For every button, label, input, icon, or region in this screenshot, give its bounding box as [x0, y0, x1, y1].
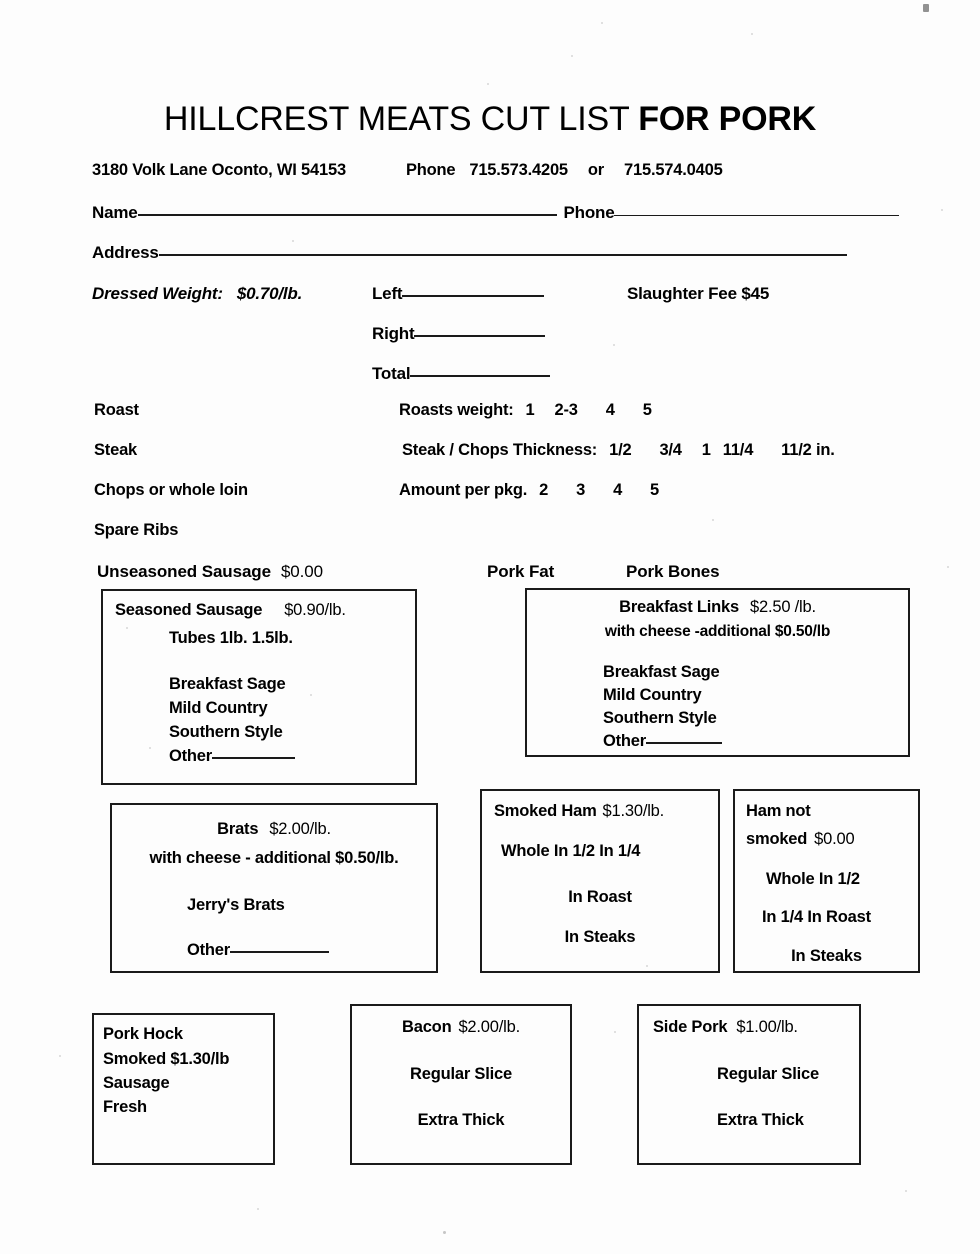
steak-option-3[interactable]: 1 — [701, 441, 711, 459]
business-phone-2: 715.574.0405 — [624, 161, 723, 179]
chops-option-4[interactable]: 5 — [650, 481, 660, 499]
brats-cheese-note: with cheese - additional $0.50/lb. — [149, 849, 399, 867]
page-title-light: HILLCREST MEATS CUT LIST — [163, 100, 639, 138]
side-pork-title: Side Pork — [653, 1018, 728, 1036]
scan-speckle — [257, 1208, 259, 1210]
side-pork-price: $1.00/lb. — [736, 1018, 798, 1036]
brats-jerrys-option[interactable]: Jerry's Brats — [187, 896, 285, 914]
smoked-ham-in-roast[interactable]: In Roast — [568, 888, 632, 906]
smoked-ham-title-row — [494, 803, 664, 820]
steak-option-4[interactable]: 11/4 — [722, 441, 754, 459]
slaughter-fee: Slaughter Fee $45 — [627, 284, 770, 303]
scan-speckle — [947, 566, 949, 568]
seasoned-sausage-tubes[interactable]: Tubes 1lb. 1.5lb. — [169, 629, 293, 647]
customer-phone-label: Phone — [563, 203, 615, 222]
side-pork-regular-slice[interactable]: Regular Slice — [717, 1065, 819, 1083]
pork-hock-title: Pork Hock — [103, 1025, 183, 1043]
seasoned-sausage-other-row — [169, 748, 295, 765]
roast-option-4[interactable]: 5 — [642, 401, 652, 419]
seasoned-sausage-option-southern[interactable]: Southern Style — [169, 723, 283, 741]
smoked-ham-portion-row[interactable]: Whole In 1/2 In 1/4 — [501, 842, 641, 860]
business-contact-line — [92, 161, 723, 180]
left-weight-row — [372, 284, 544, 304]
dressed-weight-label-group — [92, 284, 302, 304]
ham-not-smoked-title-line1: Ham not — [746, 802, 811, 820]
seasoned-sausage-option-sage[interactable]: Breakfast Sage — [169, 675, 286, 693]
scan-speckle — [905, 1190, 907, 1192]
bacon-title-row — [352, 1019, 570, 1036]
ham-not-smoked-price: $0.00 — [814, 830, 855, 848]
roast-option-3[interactable]: 4 — [605, 401, 615, 419]
scan-speckle — [751, 33, 753, 35]
address-label: Address — [92, 243, 159, 262]
breakfast-links-option-southern[interactable]: Southern Style — [603, 709, 717, 727]
roast-label[interactable]: Roast — [94, 401, 139, 419]
brats-title: Brats — [217, 820, 259, 838]
chops-option-2[interactable]: 3 — [576, 481, 586, 499]
pork-fat-label[interactable]: Pork Fat — [487, 562, 555, 581]
seasoned-sausage-other-input[interactable] — [212, 757, 295, 759]
seasoned-sausage-title-row — [115, 602, 346, 619]
chops-option-1[interactable]: 2 — [539, 481, 549, 499]
side-pork-box — [637, 1004, 861, 1165]
steak-label[interactable]: Steak — [94, 441, 138, 459]
dressed-weight-label: Dressed Weight: — [92, 284, 223, 303]
scan-speckle — [571, 55, 573, 57]
scan-speckle — [923, 4, 929, 12]
roast-option-1[interactable]: 1 — [525, 401, 535, 419]
scan-speckle — [59, 1055, 61, 1057]
brats-title-row — [112, 821, 436, 838]
chops-options-label: Amount per pkg. — [399, 481, 528, 499]
bacon-box — [350, 1004, 572, 1165]
right-weight-label: Right — [372, 324, 415, 343]
breakfast-links-title: Breakfast Links — [619, 598, 739, 616]
steak-option-5[interactable]: 11/2 in. — [781, 441, 835, 459]
steak-option-1[interactable]: 1/2 — [609, 441, 632, 459]
name-label: Name — [92, 203, 138, 222]
breakfast-links-option-sage[interactable]: Breakfast Sage — [603, 663, 720, 681]
unseasoned-sausage-header[interactable] — [97, 562, 323, 582]
pork-bones-label[interactable]: Pork Bones — [626, 562, 720, 581]
ham-not-smoked-box — [733, 789, 920, 973]
business-address: 3180 Volk Lane Oconto, WI 54153 — [92, 161, 346, 179]
breakfast-links-other-input[interactable] — [646, 742, 722, 744]
unseasoned-sausage-label: Unseasoned Sausage — [97, 562, 271, 581]
brats-other-row — [187, 942, 329, 959]
brats-other-input[interactable] — [230, 951, 329, 953]
steak-options-label: Steak / Chops Thickness: — [402, 441, 598, 459]
scan-speckle — [601, 22, 603, 24]
brats-box — [110, 803, 438, 973]
breakfast-links-box — [525, 588, 910, 757]
left-weight-input[interactable] — [402, 295, 544, 297]
roast-options-row — [399, 401, 652, 420]
seasoned-sausage-price: $0.90/lb. — [284, 601, 346, 619]
ham-not-smoked-quarter-roast[interactable]: In 1/4 In Roast — [762, 908, 871, 926]
pork-hock-sausage[interactable]: Sausage — [103, 1074, 170, 1092]
total-weight-input[interactable] — [410, 375, 550, 377]
breakfast-links-price: $2.50 /lb. — [750, 598, 816, 616]
pork-hock-smoked[interactable]: Smoked $1.30/lb — [103, 1050, 230, 1068]
ham-not-smoked-title-line2: smoked — [746, 830, 808, 848]
scan-speckle — [614, 1031, 616, 1033]
breakfast-links-title-row — [527, 599, 908, 616]
chops-options-row — [399, 481, 659, 500]
side-pork-title-row — [653, 1019, 798, 1036]
page-title-bold: FOR PORK — [638, 100, 817, 138]
business-phone-1: 715.573.4205 — [469, 161, 568, 179]
breakfast-links-cheese-note: with cheese -additional $0.50/lb — [604, 623, 831, 640]
chops-label[interactable]: Chops or whole loin — [94, 481, 248, 499]
phone-label: Phone — [405, 161, 456, 179]
breakfast-links-option-mild[interactable]: Mild Country — [603, 686, 702, 704]
dressed-weight-price: $0.70/lb. — [236, 284, 303, 303]
name-input[interactable] — [138, 214, 557, 216]
name-row — [92, 203, 899, 223]
smoked-ham-price: $1.30/lb. — [602, 802, 665, 820]
bacon-title: Bacon — [402, 1018, 452, 1036]
brats-price: $2.00/lb. — [269, 820, 331, 838]
address-row — [92, 243, 847, 263]
bacon-regular-slice[interactable]: Regular Slice — [410, 1065, 512, 1083]
scan-speckle — [443, 1231, 446, 1234]
side-pork-extra-thick[interactable]: Extra Thick — [717, 1111, 804, 1129]
ham-not-smoked-title-row2 — [746, 831, 854, 848]
seasoned-sausage-title: Seasoned Sausage — [115, 601, 263, 619]
seasoned-sausage-box — [101, 589, 417, 785]
scan-speckle — [613, 344, 615, 346]
brats-other-label: Other — [187, 941, 231, 959]
smoked-ham-title: Smoked Ham — [494, 802, 597, 820]
pork-hock-fresh[interactable]: Fresh — [103, 1098, 147, 1116]
chops-option-3[interactable]: 4 — [613, 481, 623, 499]
steak-option-2[interactable]: 3/4 — [659, 441, 682, 459]
right-weight-row — [372, 324, 545, 344]
total-weight-row — [372, 364, 550, 384]
breakfast-links-other-row — [603, 733, 722, 750]
seasoned-sausage-option-mild[interactable]: Mild Country — [169, 699, 268, 717]
scan-speckle — [712, 519, 714, 521]
ham-not-smoked-in-steaks[interactable]: In Steaks — [791, 947, 862, 965]
customer-phone-input[interactable] — [614, 215, 899, 216]
scan-speckle — [941, 209, 943, 211]
breakfast-links-other-label: Other — [603, 732, 647, 750]
smoked-ham-in-steaks[interactable]: In Steaks — [564, 928, 636, 946]
scan-speckle — [487, 83, 489, 85]
bacon-extra-thick[interactable]: Extra Thick — [417, 1111, 505, 1129]
roast-options-label: Roasts weight: — [399, 401, 514, 419]
roast-option-2[interactable]: 2-3 — [554, 401, 578, 419]
scan-speckle — [292, 240, 294, 242]
pork-hock-box — [92, 1013, 275, 1165]
total-weight-label: Total — [372, 364, 411, 383]
unseasoned-sausage-price: $0.00 — [280, 562, 323, 581]
seasoned-sausage-other-label: Other — [169, 747, 213, 765]
right-weight-input[interactable] — [414, 335, 545, 337]
smoked-ham-box — [480, 789, 720, 973]
steak-options-row — [402, 441, 835, 460]
address-input[interactable] — [159, 254, 847, 256]
page-title — [0, 100, 980, 139]
ham-not-smoked-portion-row[interactable]: Whole In 1/2 — [766, 870, 860, 888]
spare-ribs-label[interactable]: Spare Ribs — [94, 521, 179, 539]
left-weight-label: Left — [372, 284, 403, 303]
phone-separator: or — [587, 161, 605, 179]
bacon-price: $2.00/lb. — [458, 1018, 520, 1036]
